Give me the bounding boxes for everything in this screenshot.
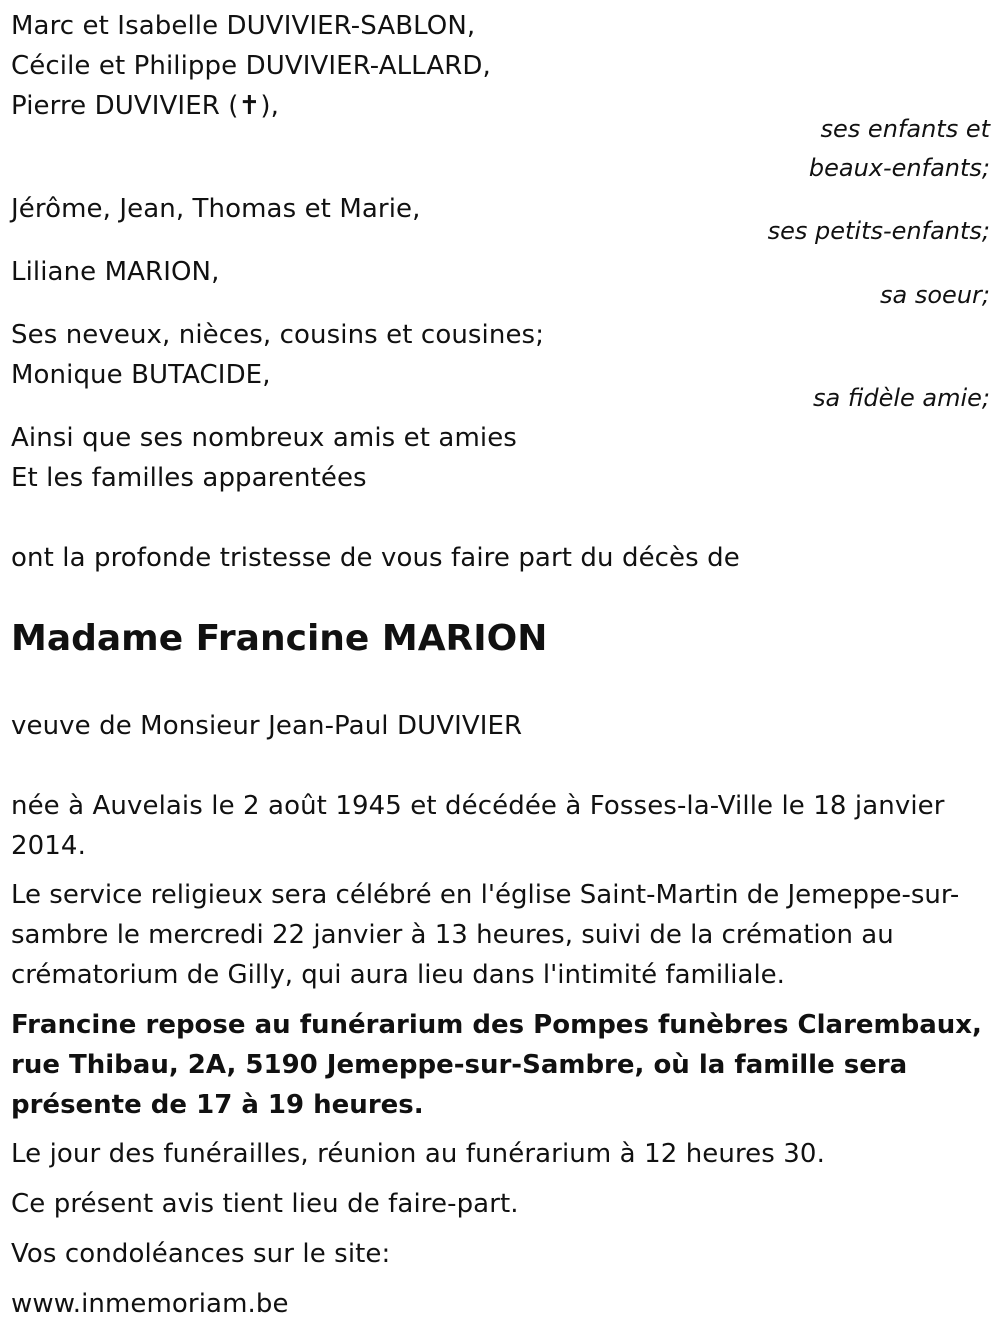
families-line: Et les familles apparentées: [11, 463, 367, 493]
sister-role: sa soeur;: [880, 281, 990, 309]
notice-line: Ce présent avis tient lieu de faire-part.: [11, 1189, 519, 1219]
family-line-1: Marc et Isabelle DUVIVIER-SABLON,: [11, 11, 476, 41]
website-link[interactable]: www.inmemoriam.be: [11, 1289, 289, 1319]
service-paragraph: Le service religieux sera célébré en l'église Saint-Martin de Jemeppe-sur-sambre le mercredi 22 janvier à 13 heures, suivi de la crémation au crématorium de Gilly, qui aura lieu dans l'intimité familiale.: [11, 880, 960, 990]
friend-name: Monique BUTACIDE,: [11, 360, 271, 390]
widow-line: veuve de Monsieur Jean-Paul DUVIVIER: [11, 711, 523, 741]
friends-line: Ainsi que ses nombreux amis et amies: [11, 423, 517, 453]
family-line-3: Pierre DUVIVIER (✝),: [11, 91, 279, 121]
family-line-2: Cécile et Philippe DUVIVIER-ALLARD,: [11, 51, 491, 81]
grandchildren-role: ses petits-enfants;: [767, 217, 990, 245]
condolences-line: Vos condoléances sur le site:: [11, 1239, 391, 1269]
meeting-line: Le jour des funérailles, réunion au funérarium à 12 heures 30.: [11, 1139, 825, 1169]
grandchildren-names: Jérôme, Jean, Thomas et Marie,: [11, 194, 421, 224]
deceased-name: Madame Francine MARION: [11, 618, 548, 659]
relatives-line: Ses neveux, nièces, cousins et cousines;: [11, 320, 545, 350]
announcement-text: ont la profonde tristesse de vous faire part du décès de: [11, 543, 740, 573]
sister-name: Liliane MARION,: [11, 257, 220, 287]
funerarium-paragraph: Francine repose au funérarium des Pompes funèbres Clarembaux, rue Thibau, 2A, 5190 Jemeppe-sur-Sambre, où la famille sera présente de 17 à 19 heures.: [11, 1010, 982, 1120]
friend-role: sa fidèle amie;: [812, 384, 990, 412]
birth-death-line-2: 2014.: [11, 831, 86, 861]
children-role-line-2: beaux-enfants;: [808, 154, 990, 182]
birth-death-line-1: née à Auvelais le 2 août 1945 et décédée à Fosses-la-Ville le 18 janvier: [11, 791, 945, 821]
children-role-line-1: ses enfants et: [820, 115, 990, 143]
